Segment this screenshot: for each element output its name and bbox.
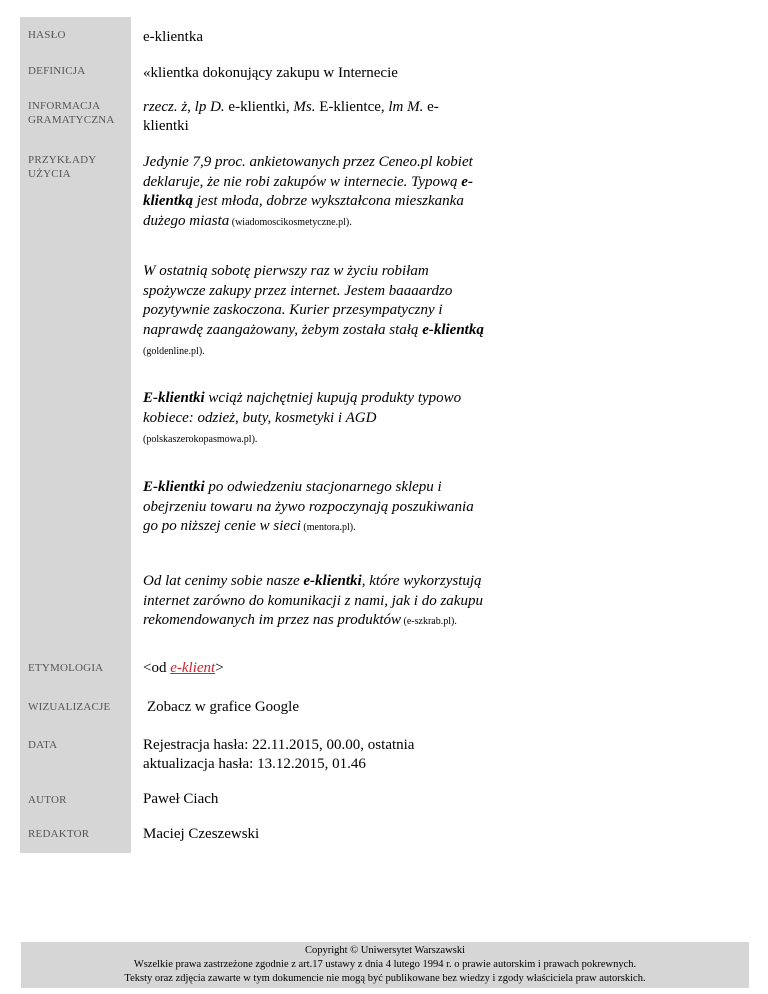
- label-informacja-gramatyczna: [28, 99, 115, 127]
- headword: e-klientka: [143, 29, 203, 45]
- label-informacja-line2: GRAMATYCZNA: [28, 114, 115, 126]
- label-przyklady-uzycia: [28, 153, 96, 181]
- grammar-form-3: e-klientki: [143, 99, 439, 134]
- example-keyword: e-klientką: [143, 173, 473, 209]
- author-name: Paweł Ciach: [143, 791, 219, 807]
- footer-notice: Teksty oraz zdjęcia zawarte w tym dokumencie nie mogą być publikowane bez wiedzy i zgody właściciela praw autorskich.: [124, 973, 646, 984]
- grammar-form-1: e-klientki,: [224, 99, 294, 115]
- grammar-abbrev-3: lm M.: [388, 99, 424, 115]
- example-text: , które wykorzystują internet zarówno do komunikacji z nami, jak i do zakupu rekomendowanych im przez nas produktów: [143, 573, 483, 628]
- registration-date: Rejestracja hasła: 22.11.2015, 00.00, ostatnia aktualizacja hasła: 13.12.2015, 01.46: [143, 737, 415, 772]
- label-autor: AUTOR: [28, 794, 67, 806]
- example-text: W ostatnią sobotę pierwszy raz w życiu robiłam spożywcze zakupy przez internet. Jestem baaaardzo pozytywnie zaskoczona. Kurier przesympatyczny i naprawdę zaangażowany, żebym została stałą: [143, 263, 453, 338]
- example-text: Od lat cenimy sobie nasze: [143, 573, 304, 589]
- example-keyword: e-klientki: [303, 573, 362, 589]
- footer-copyright: Copyright © Uniwersytet Warszawski: [304, 945, 466, 956]
- example-source: (goldenline.pl).: [143, 346, 205, 357]
- label-haslo: HASŁO: [28, 29, 66, 41]
- label-przyklady-line1: PRZYKŁADY: [28, 154, 97, 166]
- label-redaktor: REDAKTOR: [28, 828, 90, 840]
- example-keyword: E-klientki: [143, 479, 205, 495]
- example-keyword: e-klientką: [422, 321, 484, 338]
- definition: «klientka dokonujący zakupu w Internecie: [143, 65, 398, 81]
- copyright-footer: [21, 942, 749, 988]
- label-data: DATA: [28, 739, 58, 751]
- editor-name: Maciej Czeszewski: [143, 826, 260, 842]
- label-informacja-line1: INFORMACJA: [28, 100, 101, 112]
- usage-example: [143, 153, 488, 232]
- label-wizualizacje: WIZUALIZACJE: [28, 701, 111, 713]
- grammar-form-2: E-klientce,: [315, 99, 389, 115]
- label-przyklady-line2: UŻYCIA: [28, 168, 71, 180]
- example-keyword: E-klientki: [143, 390, 205, 406]
- grammar-abbrev-1: rzecz. ż, lp D.: [143, 99, 225, 115]
- example-text: jest młoda, dobrze wykształcona mieszkanka dużego miasta: [143, 193, 464, 229]
- label-etymologia: ETYMOLOGIA: [28, 662, 104, 674]
- usage-example: [143, 262, 488, 362]
- example-source: (wiadomoscikosmetyczne.pl).: [229, 216, 352, 228]
- usage-example: [143, 478, 488, 538]
- etymology-link[interactable]: e-klient: [170, 660, 216, 676]
- footer-rights: Wszelkie prawa zastrzeżone zgodnie z art.17 ustawy z dnia 4 lutego 1994 r. o prawie autorskim i prawach pokrewnych.: [133, 959, 637, 970]
- usage-example: [143, 389, 488, 450]
- grammar-abbrev-2: Ms.: [293, 99, 316, 115]
- usage-example: [143, 572, 488, 632]
- example-text: wciąż najchętniej kupują produkty typowo kobiece: odzież, buty, kosmetyki i AGD: [143, 390, 462, 426]
- example-source: (mentora.pl).: [300, 522, 356, 533]
- label-definicja: DEFINICJA: [28, 65, 86, 77]
- label-column: [20, 17, 131, 853]
- example-text: Jedynie 7,9 proc. ankietowanych przez Ceneo.pl kobiet deklaruje, że nie robi zakupów w internecie. Typową: [143, 154, 473, 190]
- etymology-suffix: >: [215, 660, 224, 676]
- google-images-link[interactable]: Zobacz w grafice Google: [147, 699, 300, 715]
- grammar-info: [143, 98, 473, 136]
- etymology-prefix: <od: [143, 660, 171, 676]
- example-text: po odwiedzeniu stacjonarnego sklepu i obejrzeniu towaru na żywo rozpoczynają poszukiwania go po niższej cenie w sieci: [143, 479, 474, 534]
- example-source: (e-szkrab.pl).: [401, 616, 457, 627]
- etymology: [143, 659, 488, 678]
- example-source: (polskaszerokopasmowa.pl).: [143, 434, 258, 445]
